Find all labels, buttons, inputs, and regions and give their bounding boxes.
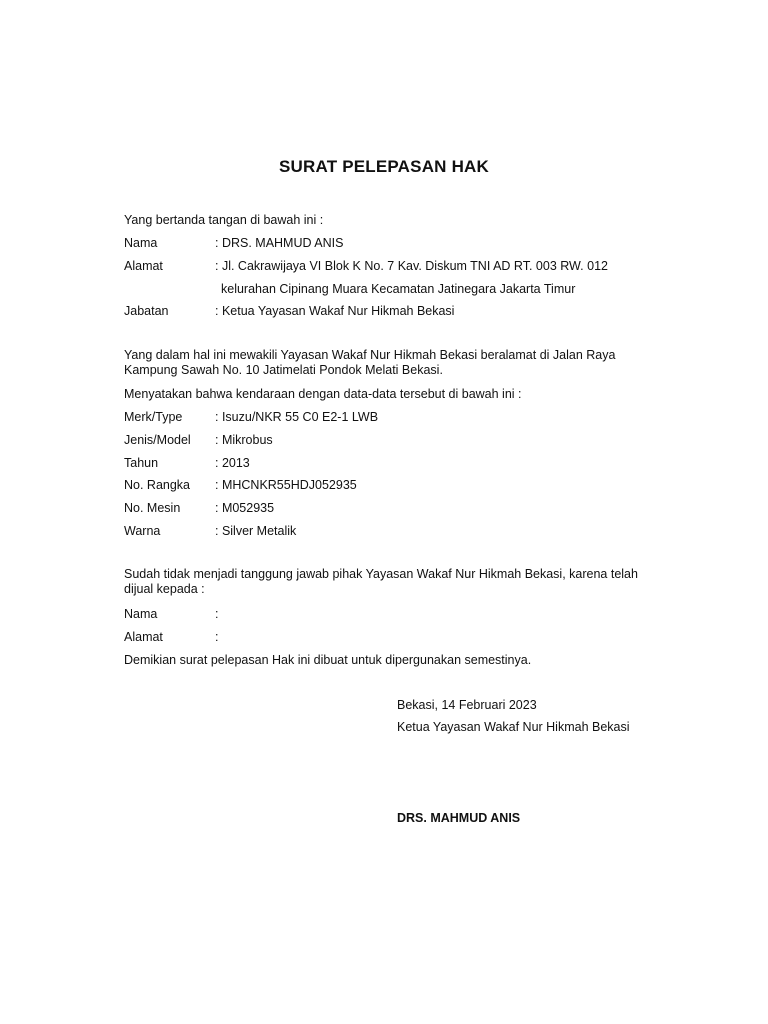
transfer-paragraph: Sudah tidak menjadi tanggung jawab pihak Yayasan Wakaf Nur Hikmah Bekasi, karena telah dijual kepada : bbox=[124, 567, 638, 596]
signer-name-label: Nama bbox=[124, 236, 158, 250]
signer-position-label: Jabatan bbox=[124, 304, 169, 318]
vehicle-row bbox=[124, 523, 296, 539]
signer-address-row bbox=[124, 258, 608, 274]
signature-position: Ketua Yayasan Wakaf Nur Hikmah Bekasi bbox=[397, 720, 630, 734]
signer-position-value: : Ketua Yayasan Wakaf Nur Hikmah Bekasi bbox=[215, 304, 455, 318]
vehicle-value: : M052935 bbox=[215, 501, 275, 515]
buyer-name-label: Nama bbox=[124, 607, 158, 621]
vehicle-value: : Isuzu/NKR 55 C0 E2-1 LWB bbox=[215, 410, 379, 424]
vehicle-label: No. Mesin bbox=[124, 501, 181, 515]
vehicle-label: No. Rangka bbox=[124, 478, 191, 492]
vehicle-row bbox=[124, 409, 378, 425]
represent-paragraph: Yang dalam hal ini mewakili Yayasan Wakaf Nur Hikmah Bekasi beralamat di Jalan Raya Kampung Sawah No. 10 Jatimelati Pondok Melati Bekasi. bbox=[124, 348, 616, 377]
vehicle-label: Merk/Type bbox=[124, 410, 183, 424]
vehicle-label: Tahun bbox=[124, 456, 159, 470]
vehicle-value: : Mikrobus bbox=[215, 433, 273, 447]
statement-text: Menyatakan bahwa kendaraan dengan data-data tersebut di bawah ini : bbox=[124, 387, 522, 401]
vehicle-value: : MHCNKR55HDJ052935 bbox=[215, 478, 357, 492]
vehicle-label: Warna bbox=[124, 524, 161, 538]
signature-place-date: Bekasi, 14 Februari 2023 bbox=[397, 698, 537, 712]
signer-position-row bbox=[124, 303, 454, 319]
vehicle-value: : 2013 bbox=[215, 456, 250, 470]
vehicle-label: Jenis/Model bbox=[124, 433, 191, 447]
buyer-address-row bbox=[124, 629, 218, 645]
signer-address-value: : Jl. Cakrawijaya VI Blok K No. 7 Kav. Diskum TNI AD RT. 003 RW. 012 bbox=[215, 259, 608, 273]
buyer-name-value: : bbox=[215, 607, 219, 621]
signer-name-value: : DRS. MAHMUD ANIS bbox=[215, 236, 344, 250]
vehicle-row bbox=[124, 500, 274, 516]
document-title: SURAT PELEPASAN HAK bbox=[278, 157, 490, 176]
signer-address-label: Alamat bbox=[124, 259, 163, 273]
signer-address-continuation: kelurahan Cipinang Muara Kecamatan Jatinegara Jakarta Timur bbox=[221, 282, 576, 296]
buyer-address-label: Alamat bbox=[124, 630, 163, 644]
closing-text: Demikian surat pelepasan Hak ini dibuat untuk dipergunakan semestinya. bbox=[124, 653, 532, 667]
vehicle-row bbox=[124, 477, 357, 493]
intro-text: Yang bertanda tangan di bawah ini : bbox=[124, 213, 324, 227]
signer-name-row bbox=[124, 235, 344, 251]
vehicle-row bbox=[124, 455, 250, 471]
vehicle-row bbox=[124, 432, 273, 448]
buyer-name-row bbox=[124, 606, 218, 622]
vehicle-value: : Silver Metalik bbox=[215, 524, 297, 538]
signature-name: DRS. MAHMUD ANIS bbox=[397, 811, 521, 825]
buyer-address-value: : bbox=[215, 630, 219, 644]
